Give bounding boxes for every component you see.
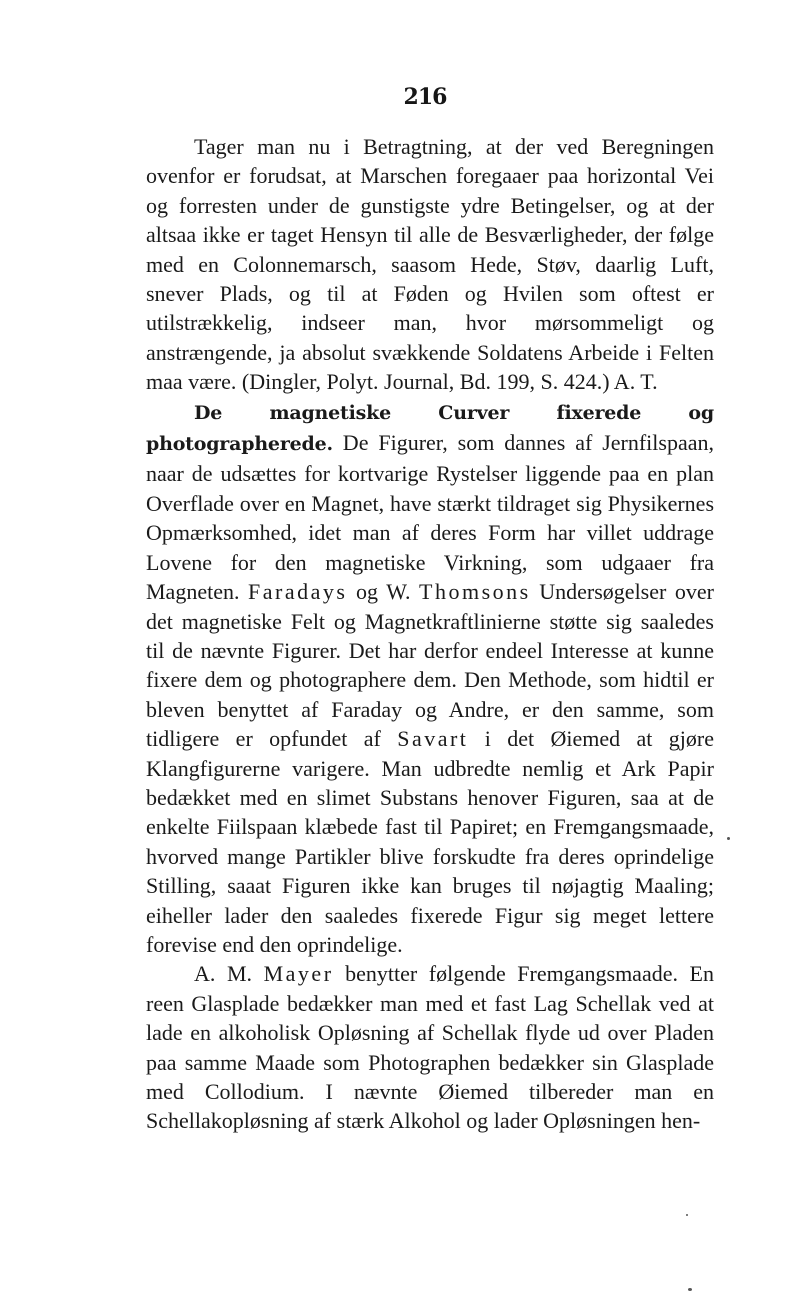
name-faraday: Faradays [248,579,348,605]
name-savart: Savart [397,726,469,752]
magnetic-curves-text-og: og W. [347,579,420,605]
page-number: 216 [403,84,447,110]
body-text [146,132,714,1136]
section-heading: De magnetiske Curver fixerede og photographerede. [146,401,714,456]
name-mayer: Mayer [263,961,334,987]
paragraph-marching-fatigue-text: Tager man nu i Betragtning, at der ved Beregningen ovenfor er forudsat, at Marschen foregaaer paa horizontal Vei og forresten under de gunstigste ydre Betingelser, og at der altsaa ikke er taget Hensyn til alle de Besværligheder, der følge med en Colonnemarsch, saasom Hede, Støv, daarlig Luft, snever Plads, og til at Føden og Hvilen som oftest er utilstrækkelig, indseer man, hvor mørsommeligt og anstrængende, ja absolut svækkende Soldatens Arbeide i Felten maa være. (Dingler, Polyt. Journal, Bd. 199, S. 424.) A. T. [146,134,714,395]
magnetic-curves-text-middle: Undersøgelser over det magnetiske Felt og Magnetkraftlinierne støtte sig saaledes til de nævnte Figurer. Det har derfor endeel Interesse at kunne fixere dem og photographere dem. Den Methode, som hidtil er bleven benyttet af Faraday og Andre, er den samme, som tidligere er opfundet af [146,579,714,752]
mayer-initials: A. M. [194,961,264,987]
paper-speck [688,1288,692,1291]
magnetic-curves-text-intro: De Figurer, som dannes af Jernfilspaan, naar de udsættes for kortvarige Rystelser liggende paa en plan Overflade over en Magnet, have stærkt tildraget sig Physikernes Opmærksomhed, idet man af deres Form har villet uddrage Lovene for den magnetiske Virkning, som udgaaer fra Magneten. [146,430,714,605]
name-thomson: Thomsons [419,579,531,605]
paragraph-marching-fatigue [146,132,714,397]
paper-speck [686,1214,688,1216]
magnetic-curves-text-end: i det Øiemed at gjøre Klangfigurerne varigere. Man udbredte nemlig et Ark Papir bedækket med en slimet Substans henover Figuren, saa at de enkelte Fiilspaan klæbede fast til Papiret; en Fremgangsmaade, hvorved mange Partikler blive forskudte fra deres oprindelige Stilling, saaat Figuren ikke kan bruges til nøjagtig Maaling; eiheller lader den saaledes fixerede Figur sig meget lettere forevise end den oprindelige. [146,726,714,957]
mayer-method-text: benytter følgende Fremgangsmaade. En reen Glasplade bedækker man med et fast Lag Schellak ved at lade en alkoholisk Opløsning af Schellak flyde ud over Pladen paa samme Maade som Photographen bedækker sin Glasplade med Collodium. I nævnte Øiemed tilbereder man en Schellakopløsning af stærk Alkohol og lader Opløsningen hen- [146,961,714,1134]
paragraph-magnetic-curves [146,397,714,960]
paragraph-mayer-method [146,959,714,1135]
paper-speck [727,837,730,840]
